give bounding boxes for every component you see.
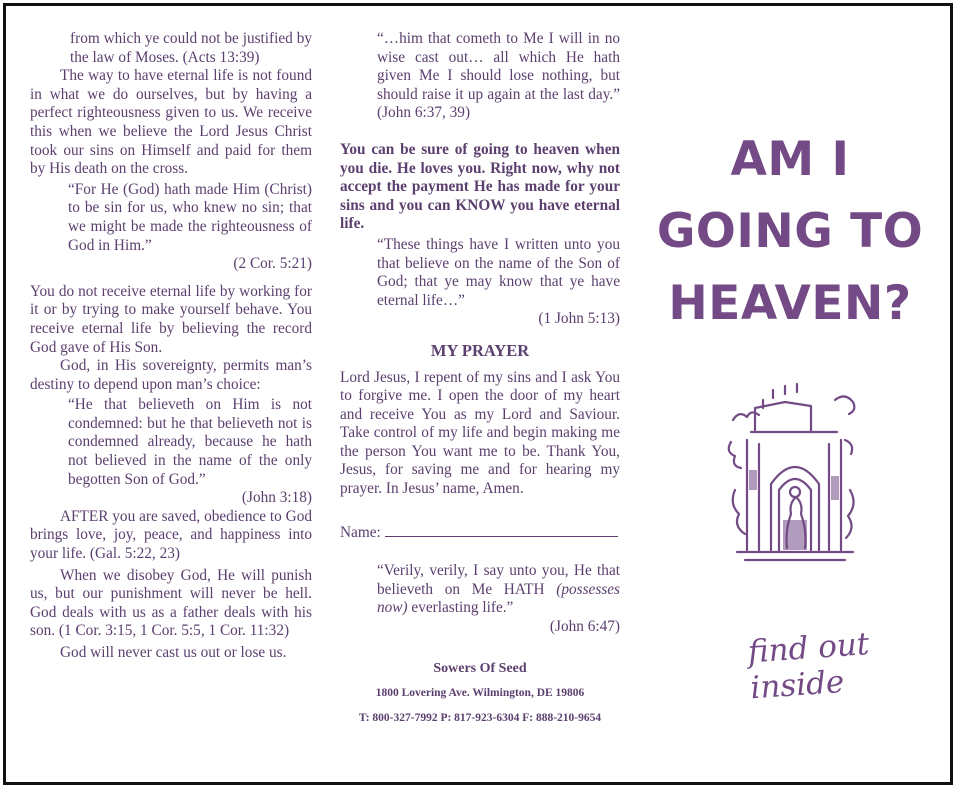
text-be-sure: You can be sure of going to heaven when you die. He loves you. Right now, why not accept the payment He has made for your sins and you can KNOW you have eternal life. xyxy=(340,140,620,233)
ref-2cor: (2 Cor. 5:21) xyxy=(233,255,312,273)
cover-panel xyxy=(645,0,935,792)
name-label: Name: xyxy=(340,523,381,541)
title-line-2: GOING TO xyxy=(656,204,924,259)
text-sovereignty: God, in His sovereignty, permits man’s destiny to depend upon man’s choice: xyxy=(30,357,312,393)
text-eternal-life: The way to have eternal life is not found in what we do ourselves, but by having a perfect righteousness given to us. We receive this when we believe the Lord Jesus Christ took our sins on Himself and paid for them by His death on the cross. xyxy=(30,67,312,178)
quote-john637: “…him that cometh to Me I will in no wise cast out… all which He hath given Me I should lose nothing, but should raise it up again at the last day.” (John 6:37, 39) xyxy=(377,30,620,122)
text-receive: You do not receive eternal life by working for it or by trying to make yourself behave. You receive eternal life by believing the record God gave of His Son. xyxy=(30,282,312,356)
name-field xyxy=(340,522,620,543)
ref-1john513: (1 John 5:13) xyxy=(538,310,620,328)
ref-john647: (John 6:47) xyxy=(549,618,620,636)
name-line xyxy=(385,522,618,537)
text-never-cast-out: God will never cast us out or lose us. xyxy=(60,644,287,661)
quote-john647-italic: (possesses now) xyxy=(377,580,620,617)
prayer-text: Lord Jesus, I repent of my sins and I ask You to forgive me. I open the door of my heart and receive You as my Lord and Saviour. Take control of my life and begin making me the person You want me to be. Thank You, Jesus, for saving me and for hearing my prayer. In Jesus’ name, Amen. xyxy=(340,368,620,498)
quote-john647-b: everlasting life.” xyxy=(407,599,514,617)
publisher-phones: T: 800-327-7992 P: 817-923-6304 F: 888-210-9654 xyxy=(358,711,602,724)
ref-john318: (John 3:18) xyxy=(241,489,312,507)
heaven-gate-illustration xyxy=(725,380,865,570)
text-after: AFTER you are saved, obedience to God brings love, joy, peace, and happiness into your life. (Gal. 5:22, 23) xyxy=(30,507,312,563)
quote-john318: “He that believeth on Him is not condemned: but he that believeth not is condemned already, because he hath not believed in the name of the only begotten Son of God.” xyxy=(68,396,312,488)
prayer-heading: MY PRAYER xyxy=(430,340,530,360)
quote-1john513: “These things have I written unto you that believe on the name of the Son of God; that ye may know that ye have eternal life…” xyxy=(377,235,620,309)
title-line-3: HEAVEN? xyxy=(668,276,912,331)
quote-john647-a: “Verily, verily, I say unto you, He that believeth on Me HATH xyxy=(377,562,620,598)
quote-john647 xyxy=(340,562,620,618)
title-line-1: AM I xyxy=(730,132,850,187)
quote-2cor: “For He (God) hath made Him (Christ) to be sin for us, who knew no sin; that we might be made the righteousness of God in Him.” xyxy=(68,180,312,254)
publisher-address: 1800 Lovering Ave. Wilmington, DE 19806 xyxy=(375,687,585,700)
left-panel xyxy=(30,30,312,663)
tagline-find-out-inside: find out inside xyxy=(746,626,871,707)
publisher-name: Sowers Of Seed xyxy=(433,660,527,676)
text-disobey: When we disobey God, He will punish us, but our punishment will never be hell. God deals with us as a father deals with his son. (1 Cor. 3:15, 1 Cor. 5:5, 1 Cor. 11:32) xyxy=(30,566,312,640)
middle-panel xyxy=(340,30,620,727)
text-acts: from which ye could not be justified by the law of Moses. (Acts 13:39) xyxy=(70,30,312,66)
